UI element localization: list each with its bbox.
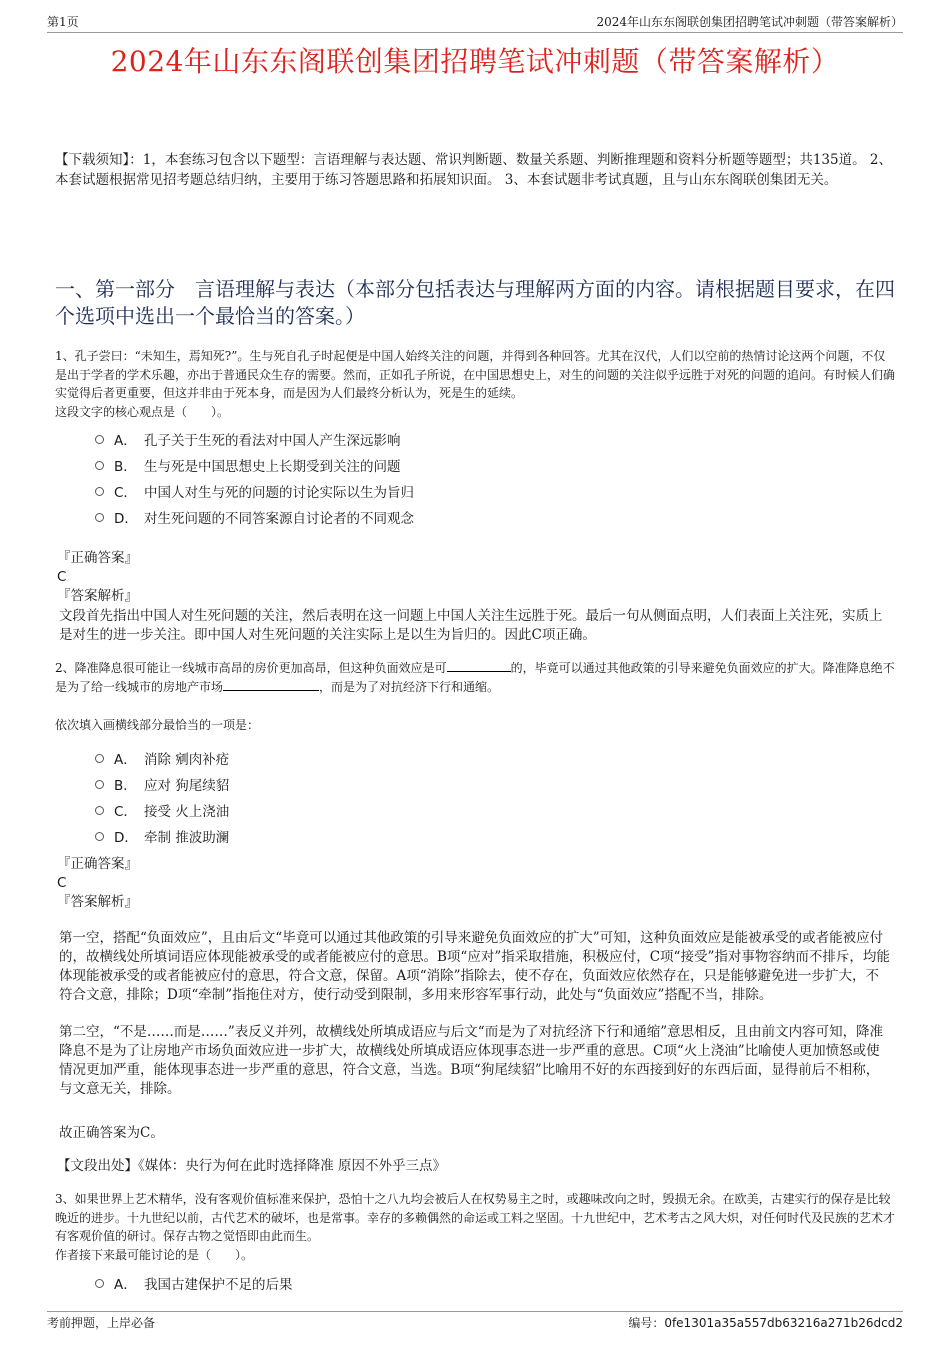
answer-letter: C [57, 875, 67, 891]
question-2-option-a[interactable]: A． 消除 剜肉补疮 [95, 745, 229, 771]
question-3-body: 3、如果世界上艺术精华，没有客观价值标准来保护，恐怕十之八九均会被后人在权势易主之时，或趣味改向之时，毁损无余。在欧美，古建实行的保存是比较晚近的进步。十九世纪以前，古代艺术的破坏，也是常事。幸存的多赖偶然的命运或工料之坚固。十九世纪中，艺术考古之风大炽，对任何时代及民族的艺术才有客观价值的研讨。保存古物之觉悟即由此而生。 [55, 1192, 896, 1243]
document-title: 2024年山东东阁联创集团招聘笔试冲刺题（带答案解析） [110, 45, 840, 78]
question-1-answer [57, 549, 895, 606]
download-notice: 【下载须知】：1，本套练习包含以下题型：言语理解与表达题、常识判断题、数量关系题、判断推理题和资料分析题等题型；共135道。 2、本套试题根据常见招考题总结归纳，主要用于练习答题思路和拓展知识面。 3、本套试题非考试真题，且与山东东阁联创集团无关。 [55, 152, 892, 188]
radio-icon[interactable] [95, 487, 104, 496]
question-1-option-b[interactable]: B． 生与死是中国思想史上长期受到关注的问题 [95, 452, 414, 478]
blank-line-2 [223, 678, 319, 691]
analysis-label: 『答案解析』 [57, 894, 138, 910]
question-2-options [95, 745, 229, 849]
analysis-label: 『答案解析』 [57, 588, 138, 604]
question-1-options [95, 426, 414, 530]
radio-icon[interactable] [95, 832, 104, 841]
question-1-option-c[interactable]: C． 中国人对生与死的问题的讨论实际以生为旨归 [95, 478, 414, 504]
answer-label: 『正确答案』 [57, 550, 138, 566]
question-2-answer [57, 855, 895, 912]
header-doc-name: 2024年山东东阁联创集团招聘笔试冲刺题（带答案解析） [596, 15, 903, 29]
question-2-conclusion: 故正确答案为C。 [59, 1125, 164, 1141]
footer-doc-id: 编号：0fe1301a35a557db63216a271b26dcd2 [628, 1316, 903, 1330]
page-header [47, 14, 903, 33]
question-1-option-d[interactable]: D． 对生死问题的不同答案源自讨论者的不同观念 [95, 504, 414, 530]
question-3-options [95, 1270, 293, 1296]
question-1-body: 1、孔子尝曰：“未知生，焉知死?”。生与死自孔子时起便是中国人始终关注的问题，并得到各种回答。尤其在汉代，人们以空前的热情讨论这两个问题，不仅是出于学者的学术乐趣，亦出于普通民众生存的需要。然而，正如孔子所说，在中国思想史上，对生的问题的关注似乎远胜于对死的问题的追问。有时候人们确实觉得后者更重要，但这并非由于死本身，而是因为人们最终分析认为，死是生的延续。 [55, 349, 896, 400]
radio-icon[interactable] [95, 461, 104, 470]
question-3-text [55, 1190, 895, 1264]
answer-letter: C [57, 569, 67, 585]
page-footer [47, 1311, 903, 1332]
question-2-option-b[interactable]: B． 应对 狗尾续貂 [95, 771, 229, 797]
question-2-analysis-para-2: 第二空，“不是……而是……”表反义并列，故横线处所填成语应与后文“而是为了对抗经济下行和通缩”意思相反，且由前文内容可知，降准降息不是为了让房地产市场负面效应进一步扩大，故横线处所填成语应体现事态进一步严重的意思。C项“火上浇油”比喻使人更加愤怒或使情况更加严重，能体现事态进一步严重的意思，符合文意，当选。B项“狗尾续貂”比喻用不好的东西接到好的东西后面，显得前后不相称，与文意无关，排除。 [59, 1024, 884, 1097]
radio-icon[interactable] [95, 435, 104, 444]
radio-icon[interactable] [95, 1279, 104, 1288]
question-2-text: 2、降准降息很可能让一线城市高昂的房价更加高昂，但这种负面效应是可 的，毕竟可以通过其他政策的引导来避免负面效应的扩大。降准降息绝不是为了给一线城市的房地产市场 ，而是为了对抗经济下行和通缩。 [55, 661, 895, 694]
question-2-prompt: 依次填入画横线部分最恰当的一项是： [55, 718, 260, 732]
question-2-source: 【文段出处】《媒体：央行为何在此时选择降准 原因不外乎三点》 [57, 1158, 447, 1174]
question-3-option-a[interactable]: A． 我国古建保护不足的后果 [95, 1270, 293, 1296]
question-2-option-c[interactable]: C． 接受 火上浇油 [95, 797, 229, 823]
section-heading: 一、第一部分 言语理解与表达（本部分包括表达与理解两方面的内容。请根据题目要求，在四个选项中选出一个最恰当的答案。） [55, 277, 895, 328]
question-3-prompt: 作者接下来最可能讨论的是（ ）。 [55, 1247, 254, 1262]
question-1-text [55, 347, 895, 421]
question-1-prompt: 这段文字的核心观点是（ ）。 [55, 404, 230, 419]
radio-icon[interactable] [95, 806, 104, 815]
answer-label: 『正确答案』 [57, 856, 138, 872]
question-1-option-a[interactable]: A． 孔子关于生死的看法对中国人产生深远影响 [95, 426, 414, 452]
question-2-option-d[interactable]: D． 牵制 推波助澜 [95, 823, 229, 849]
radio-icon[interactable] [95, 780, 104, 789]
blank-line-1 [447, 659, 511, 672]
question-2-analysis-para-1: 第一空，搭配“负面效应”，且由后文“毕竟可以通过其他政策的引导来避免负面效应的扩大”可知，这种负面效应是能被承受的或者能被应付的，故横线处所填词语应体现能被承受的或者能被应付的意思。B项“应对”指采取措施，积极应付，C项“接受”指对事物容纳而不排斥，均能体现能被承受的或者能被应付的意思，符合文意，保留。A项“消除”指除去，使不存在，负面效应依然存在，只是能够避免进一步扩大，不符合文意，排除；D项“牵制”指拖住对方，使行动受到限制，多用来形容军事行动，此处与“负面效应”搭配不当，排除。 [59, 930, 890, 1003]
radio-icon[interactable] [95, 513, 104, 522]
question-1-analysis: 文段首先指出中国人对生死问题的关注，然后表明在这一问题上中国人关注生远胜于死。最后一句从侧面点明，人们表面上关注死，实质上是对生的进一步关注。即中国人对生死问题的关注实际上是以生为旨归的。因此C项正确。 [59, 608, 883, 643]
footer-slogan: 考前押题，上岸必备 [47, 1316, 156, 1330]
page-number: 第1页 [47, 15, 79, 29]
radio-icon[interactable] [95, 754, 104, 763]
